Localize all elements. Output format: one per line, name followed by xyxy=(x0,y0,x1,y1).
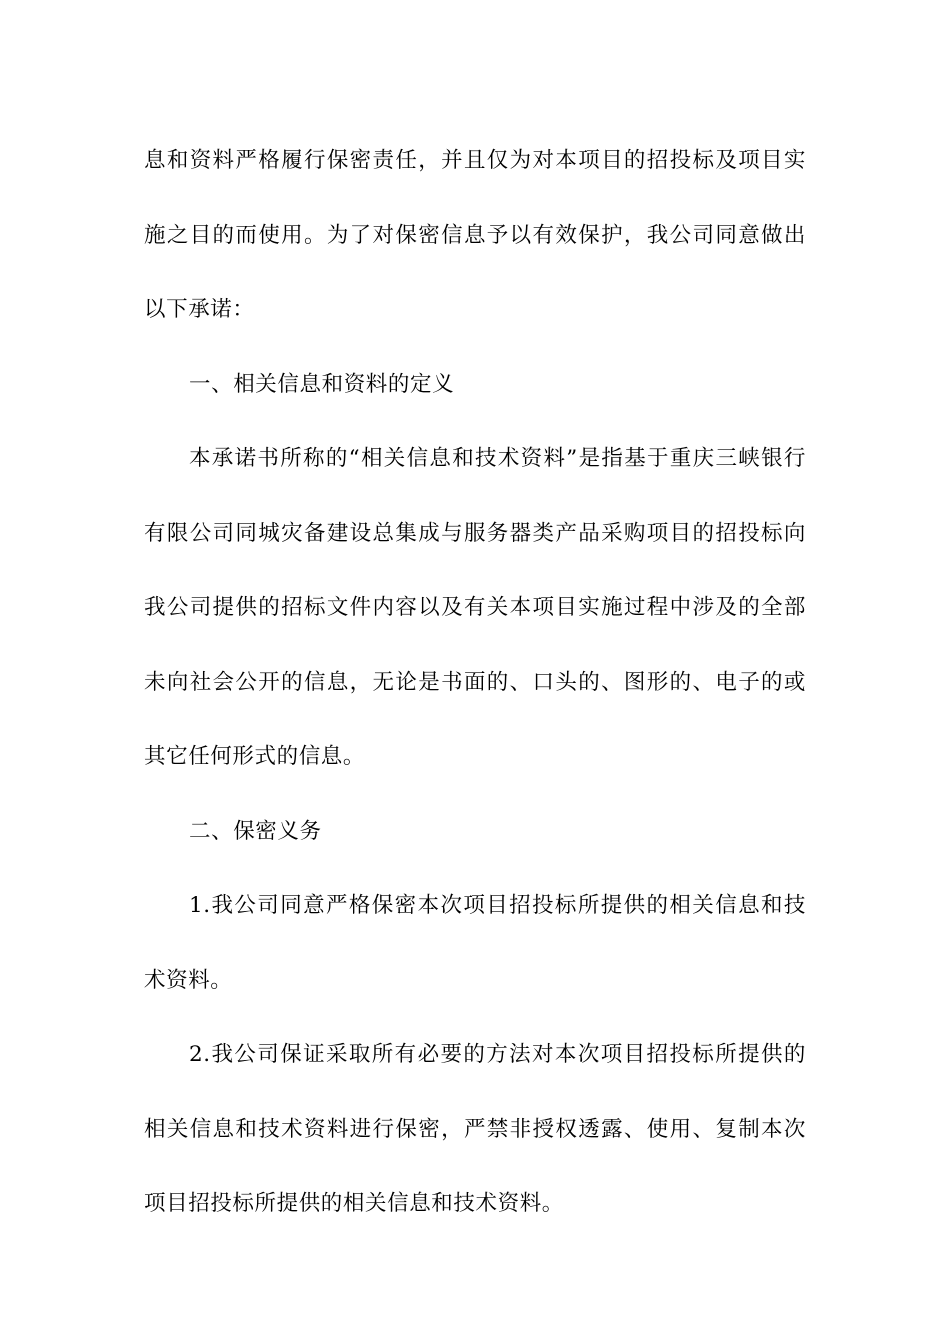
section-heading-confidentiality: 二、保密义务 xyxy=(189,818,322,844)
body-paragraph-continuation: 息和资料严格履行保密责任，并且仅为对本项目的招投标及项目实施之目的而使用。为了对保密信息予以有效保护，我公司同意做出以下承诺： xyxy=(144,148,806,322)
section-heading-definitions: 一、相关信息和资料的定义 xyxy=(189,371,455,397)
clause-1: 1.我公司同意严格保密本次项目招投标所提供的相关信息和技术资料。 xyxy=(144,893,806,993)
body-paragraph-definition: 本承诺书所称的“相关信息和技术资料”是指基于重庆三峡银行有限公司同城灾备建设总集成与服务器类产品采购项目的招投标向我公司提供的招标文件内容以及有关本项目实施过程中涉及的全部未向社会公开的信息，无论是书面的、口头的、图形的、电子的或其它任何形式的信息。 xyxy=(144,446,806,769)
clause-2: 2.我公司保证采取所有必要的方法对本次项目招投标所提供的相关信息和技术资料进行保密，严禁非授权透露、使用、复制本次项目招投标所提供的相关信息和技术资料。 xyxy=(144,1042,806,1216)
document-page xyxy=(144,124,806,1242)
